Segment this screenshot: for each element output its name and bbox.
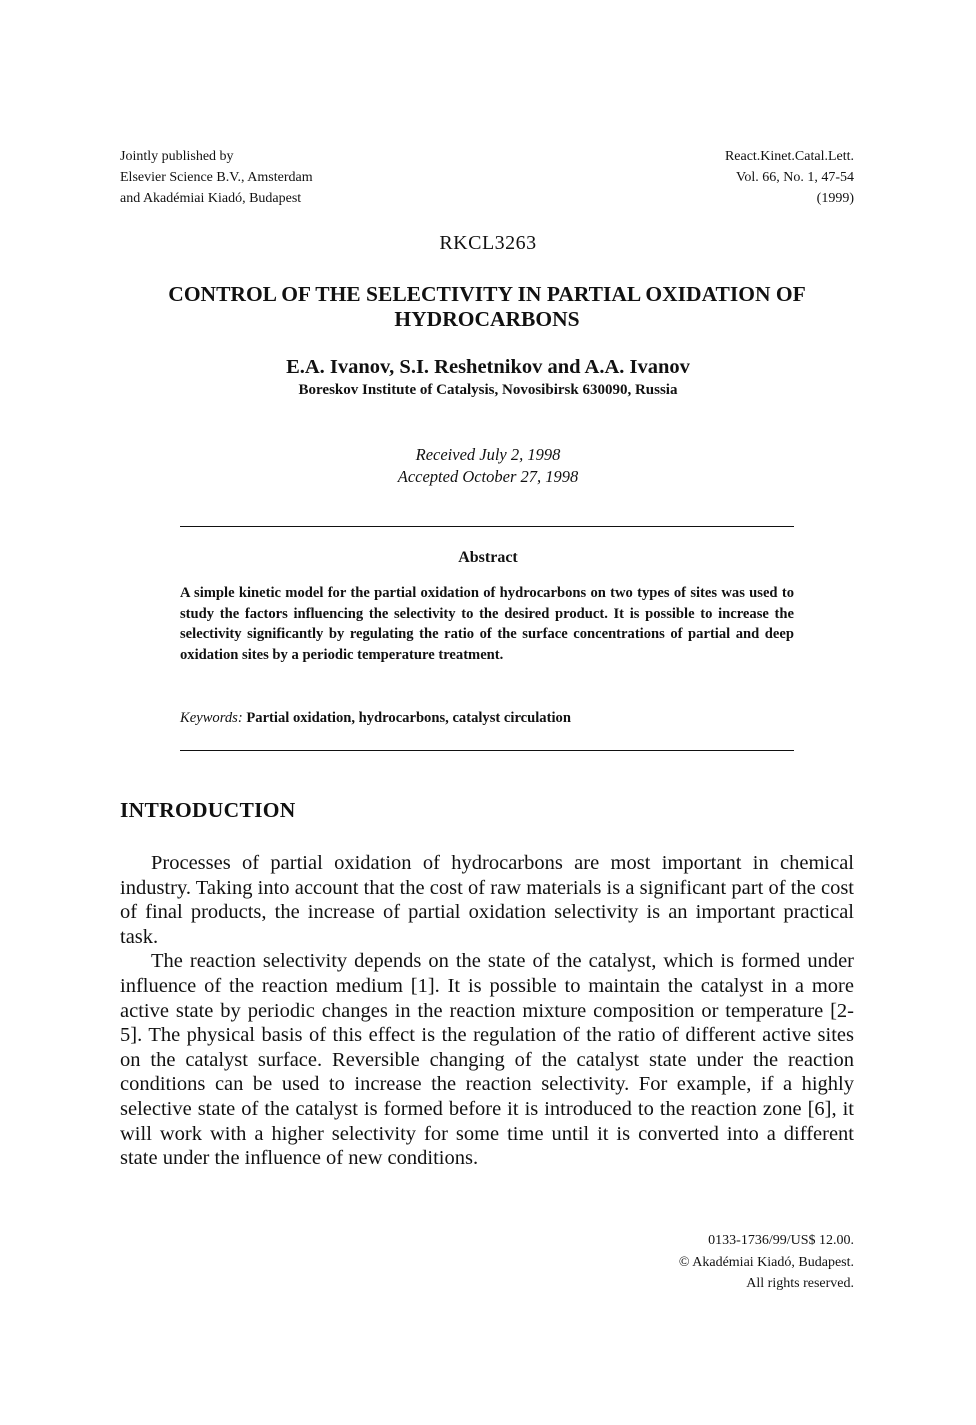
abstract-top-rule — [180, 526, 794, 527]
journal-year: (1999) — [816, 191, 854, 206]
abstract-heading: Abstract — [458, 549, 518, 566]
author-list: E.A. Ivanov, S.I. Reshetnikov and A.A. Ivanov — [286, 356, 690, 378]
keywords — [180, 708, 794, 728]
keywords-label: Keywords: — [180, 710, 243, 726]
publisher-line: Elsevier Science B.V., Amsterdam — [120, 170, 313, 185]
introduction-heading: INTRODUCTION — [120, 798, 296, 822]
submission-dates — [0, 444, 976, 488]
abstract-bottom-rule — [180, 750, 794, 751]
copyright-notice: © Akadémiai Kiadó, Budapest. — [678, 1254, 854, 1270]
journal-volume: Vol. 66, No. 1, 47-54 — [736, 170, 854, 185]
paragraph: The reaction selectivity depends on the state of the catalyst, which is formed under influence of the reaction medium [1]. It is possible to maintain the catalyst in a more active state by periodic changes in the reaction mixture composition or temperature [2-5]. The physical basis of this effect is the regulation of the ratio of different active sites on the catalyst surface. Reversible changing of the catalyst state under the reaction conditions can be used to increase the reaction selectivity. For example, if a highly selective state of the catalyst is formed before it is introduced to the reaction zone [6], it will work with a higher selectivity for some time until it is converted into a different state under the influence of new conditions. — [120, 950, 854, 1170]
accepted-date: Accepted October 27, 1998 — [397, 467, 579, 486]
rights-notice: All rights reserved. — [746, 1276, 854, 1291]
keywords-list: Partial oxidation, hydrocarbons, catalyst circulation — [246, 710, 571, 726]
journal-citation — [725, 146, 854, 209]
received-date: Received July 2, 1998 — [415, 445, 561, 464]
paper-title: CONTROL OF THE SELECTIVITY IN PARTIAL OXIDATION OF HYDROCARBONS — [168, 282, 806, 331]
paragraph: Processes of partial oxidation of hydrocarbons are most important in chemical industry. Taking into account that the cost of raw materials is a significant part of the cost of final products, the increase of partial oxidation selectivity is an important practical task. — [120, 852, 854, 948]
issn-price: 0133-1736/99/US$ 12.00. — [708, 1233, 854, 1248]
affiliation: Boreskov Institute of Catalysis, Novosibirsk 630090, Russia — [298, 382, 678, 398]
article-code: RKCL3263 — [439, 232, 537, 254]
copyright-footer — [679, 1230, 854, 1295]
introduction-body — [120, 851, 854, 1171]
journal-name: React.Kinet.Catal.Lett. — [724, 149, 854, 164]
publisher-line: Jointly published by — [120, 149, 234, 164]
publisher-line: and Akadémiai Kiadó, Budapest — [120, 191, 302, 206]
abstract-text: A simple kinetic model for the partial oxidation of hydrocarbons on two types of sites was used to study the factors influencing the selectivity to the desired product. It is possible to increase the selectivity significantly by regulating the ratio of the surface concentrations of partial and deep oxidation sites by a periodic temperature treatment. — [180, 585, 794, 663]
publisher-info — [120, 146, 313, 209]
